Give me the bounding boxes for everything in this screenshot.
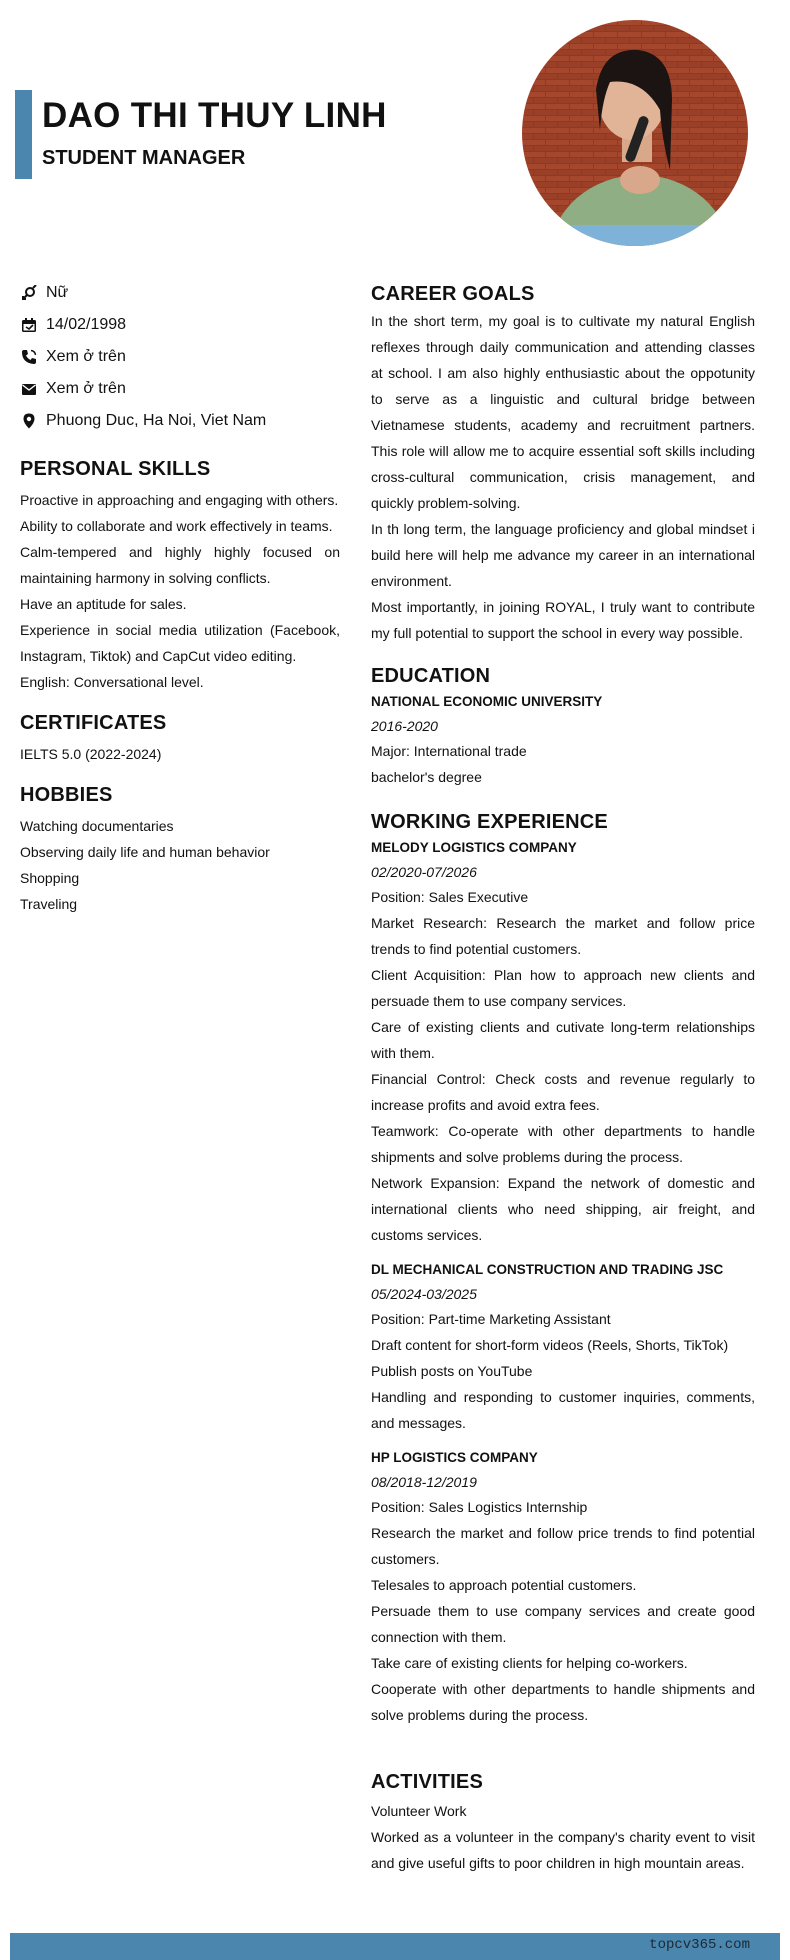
- career-goals-paragraph: In the short term, my goal is to cultivate my natural English reflexes through daily communication and attending classes at school. I am also highly enthusiastic about the oppotunity to serve as a linguistic and cultural bridge between Vietnamese students, academy and recruitment partners. This role will allow me to acquire essential soft skills including cross-cultural communication, crisis management, and quickly problem-solving.: [371, 313, 755, 511]
- job-line: Draft content for short-form videos (Reels, Shorts, TikTok): [371, 1337, 729, 1353]
- job-line: Persuade them to use company services and create good connection with them.: [371, 1603, 755, 1645]
- job-company: HP LOGISTICS COMPANY: [371, 1450, 538, 1465]
- hobbies-list: [20, 813, 340, 917]
- contact-birthday: [20, 309, 340, 341]
- contact-email-text: Xem ở trên: [46, 380, 126, 397]
- gender-icon: [20, 285, 37, 302]
- certificates-heading: CERTIFICATES: [20, 712, 167, 734]
- job-line: Care of existing clients and cutivate long-term relationships with them.: [371, 1019, 755, 1061]
- job-dates: 05/2024-03/2025: [371, 1286, 477, 1302]
- hobbies-heading: HOBBIES: [20, 784, 113, 806]
- list-item: Watching documentaries: [20, 818, 174, 834]
- job-line: Research the market and follow price trends to find potential customers.: [371, 1525, 755, 1567]
- calendar-icon: [20, 317, 37, 334]
- education-heading: EDUCATION: [371, 665, 491, 687]
- personal-skills-list: [20, 487, 340, 695]
- education-school: NATIONAL ECONOMIC UNIVERSITY: [371, 694, 603, 709]
- career-goals-heading: CAREER GOALS: [371, 283, 535, 305]
- job-line: Market Research: Research the market and follow price trends to find potential customers.: [371, 915, 755, 957]
- list-item: IELTS 5.0 (2022-2024): [20, 746, 162, 762]
- profile-photo-illustration: [522, 20, 748, 246]
- job-line: Telesales to approach potential customers.: [371, 1577, 637, 1593]
- contact-address-text: Phuong Duc, Ha Noi, Viet Nam: [46, 412, 267, 429]
- job-line: Teamwork: Co-operate with other departments to handle shipments and solve problems during the process.: [371, 1123, 755, 1165]
- left-column: [20, 277, 340, 917]
- list-item: Experience in social media utilization (Facebook, Instagram, Tiktok) and CapCut video editing.: [20, 622, 340, 664]
- job-company: DL MECHANICAL CONSTRUCTION AND TRADING JSC: [371, 1262, 724, 1277]
- job-line: Handling and responding to customer inquiries, comments, and messages.: [371, 1389, 755, 1431]
- footer-bar: [10, 1933, 780, 1960]
- location-pin-icon: [20, 413, 37, 430]
- experience-heading: WORKING EXPERIENCE: [371, 811, 608, 833]
- contact-birthday-text: 14/02/1998: [46, 316, 127, 333]
- list-item: Shopping: [20, 870, 80, 886]
- career-goals-paragraph: Most importantly, in joining ROYAL, I truly want to contribute my full potential to support the school in every way possible.: [371, 599, 755, 641]
- envelope-icon: [20, 381, 37, 398]
- job-line: Take care of existing clients for helping co-workers.: [371, 1655, 688, 1671]
- candidate-name: DAO THI THUY LINH: [42, 96, 387, 135]
- job-dates: 08/2018-12/2019: [371, 1474, 477, 1490]
- job-dates: 02/2020-07/2026: [371, 864, 477, 880]
- contact-gender-text: Nữ: [46, 284, 69, 301]
- list-item: English: Conversational level.: [20, 674, 204, 690]
- candidate-role: STUDENT MANAGER: [42, 147, 246, 169]
- job-line: Position: Sales Logistics Internship: [371, 1499, 588, 1515]
- education-detail: Major: International trade: [371, 743, 527, 759]
- contact-phone-text: Xem ở trên: [46, 348, 126, 365]
- contact-gender: [20, 277, 340, 309]
- list-item: Calm-tempered and highly highly focused on maintaining harmony in solving conflicts.: [20, 544, 340, 586]
- education-dates: 2016-2020: [371, 718, 438, 734]
- job-line: Position: Part-time Marketing Assistant: [371, 1311, 611, 1327]
- job-company: MELODY LOGISTICS COMPANY: [371, 840, 577, 855]
- header-accent-bar: [15, 90, 32, 179]
- list-item: Traveling: [20, 896, 78, 912]
- phone-icon: [20, 349, 37, 366]
- activity-description: Worked as a volunteer in the company's charity event to visit and give useful gifts to poor children in high mountain areas.: [371, 1829, 755, 1871]
- list-item: Have an aptitude for sales.: [20, 596, 187, 612]
- personal-skills-heading: PERSONAL SKILLS: [20, 458, 211, 480]
- job-entry: [371, 836, 755, 1248]
- list-item: Proactive in approaching and engaging with others.: [20, 492, 339, 508]
- profile-photo: [522, 20, 748, 246]
- contact-address: [20, 405, 340, 437]
- job-line: Position: Sales Executive: [371, 889, 529, 905]
- contact-phone: [20, 341, 340, 373]
- contact-list: [20, 277, 340, 437]
- list-item: Ability to collaborate and work effectively in teams.: [20, 518, 333, 534]
- activities-heading: ACTIVITIES: [371, 1771, 484, 1793]
- education-detail: bachelor's degree: [371, 769, 482, 785]
- list-item: Observing daily life and human behavior: [20, 844, 270, 860]
- contact-email: [20, 373, 340, 405]
- activity-name: Volunteer Work: [371, 1803, 467, 1819]
- career-goals-text: [371, 308, 755, 646]
- job-line: Network Expansion: Expand the network of domestic and international clients who need shipping, air freight, and customs services.: [371, 1175, 755, 1243]
- right-column: [371, 280, 755, 1876]
- job-line: Financial Control: Check costs and revenue regularly to increase profits and avoid extra fees.: [371, 1071, 755, 1113]
- job-line: Cooperate with other departments to handle shipments and solve problems during the process.: [371, 1681, 755, 1723]
- job-entry: [371, 1258, 755, 1436]
- job-line: Client Acquisition: Plan how to approach new clients and persuade them to use company services.: [371, 967, 755, 1009]
- job-line: Publish posts on YouTube: [371, 1363, 533, 1379]
- footer-brand: topcv365.com: [649, 1937, 750, 1953]
- career-goals-paragraph: In th long term, the language proficiency and global mindset i build here will help me advance my career in an international environment.: [371, 521, 755, 589]
- job-entry: [371, 1446, 755, 1728]
